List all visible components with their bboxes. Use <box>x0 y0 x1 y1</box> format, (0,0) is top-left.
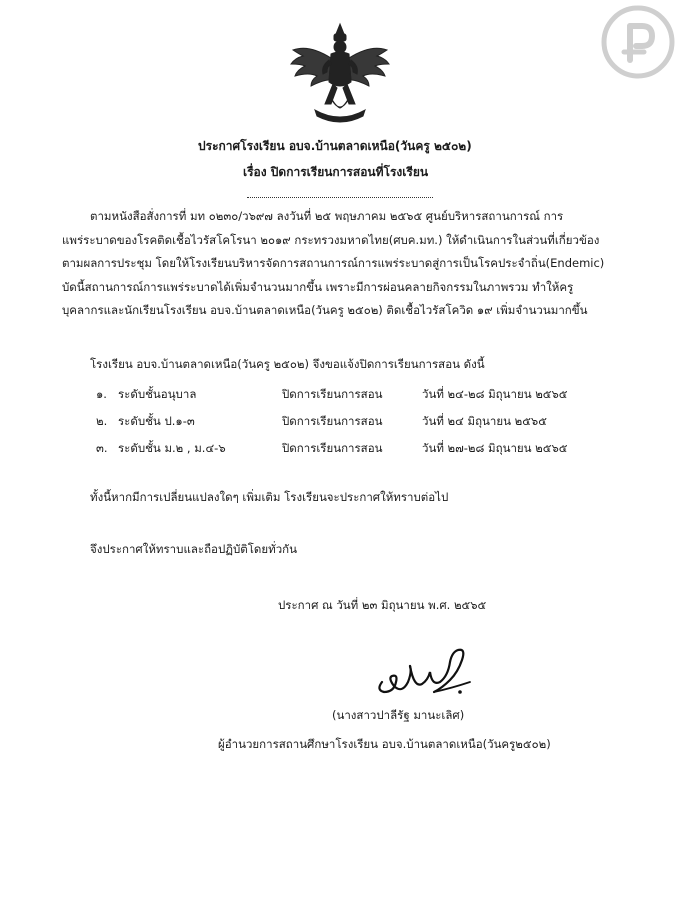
signature-icon <box>372 642 484 704</box>
closure-level: ระดับชั้น ป.๑-๓ <box>118 414 195 428</box>
closure-action: ปิดการเรียนการสอน <box>282 414 383 428</box>
closure-intro: โรงเรียน อบจ.บ้านตลาดเหนือ(วันครู ๒๕๐๒) จึงขอแจ้งปิดการเรียนการสอน ดังนี้ <box>90 357 485 371</box>
closure-level: ระดับชั้นอนุบาล <box>118 387 197 401</box>
circle-logo-watermark-icon <box>600 4 676 80</box>
closing-statement: จึงประกาศให้ทราบและถือปฏิบัติโดยทั่วกัน <box>90 542 297 556</box>
closure-number: ๑. <box>96 387 107 401</box>
announce-date: ประกาศ ณ วันที่ ๒๓ มิถุนายน พ.ศ. ๒๕๖๕ <box>278 598 487 612</box>
closure-level: ระดับชั้น ม.๒ , ม.๔-๖ <box>118 441 226 455</box>
paragraph-line: แพร่ระบาดของโรคติดเชื้อไวรัสโคโรนา ๒๐๑๙ กระทรวงมหาดไทย(ศบค.มท.) ให้ดำเนินการในส่วนที่เกี่ยวข้อง <box>62 232 600 247</box>
closure-number: ๓. <box>96 441 108 455</box>
paragraph-line: ตามหนังสือสั่งการที่ มท ๐๒๓๐/ว๖๙๗ ลงวันที่ ๒๕ พฤษภาคม ๒๕๖๕ ศูนย์บริหารสถานการณ์ การ <box>90 209 564 223</box>
closure-number: ๒. <box>96 414 108 428</box>
closure-action: ปิดการเรียนการสอน <box>282 387 383 401</box>
paragraph-line: บัดนี้สถานการณ์การแพร่ระบาดได้เพิ่มจำนวนมากขึ้น เพราะมีการผ่อนคลายกิจกรรมในภาพรวม ทำให้ครู <box>62 279 574 294</box>
garuda-emblem-icon <box>285 20 395 130</box>
closure-date: วันที่ ๒๗-๒๘ มิถุนายน ๒๕๖๕ <box>422 441 568 455</box>
paragraph-line: ตามผลการประชุม โดยให้โรงเรียนบริหารจัดการสถานการณ์การแพร่ระบาดสู่การเป็นโรคประจำถิ่น(Endemic) <box>62 256 605 270</box>
title-divider <box>247 197 433 198</box>
closure-date: วันที่ ๒๔ มิถุนายน ๒๕๖๕ <box>422 414 547 428</box>
announcement-title: ประกาศโรงเรียน อบจ.บ้านตลาดเหนือ(วันครู ๒๕๐๒) <box>198 139 472 153</box>
signer-position: ผู้อำนวยการสถานศึกษาโรงเรียน อบจ.บ้านตลาดเหนือ(วันครู๒๕๐๒) <box>218 737 551 751</box>
announcement-subject: เรื่อง ปิดการเรียนการสอนที่โรงเรียน <box>243 165 429 179</box>
paragraph-background <box>62 205 662 323</box>
closure-action: ปิดการเรียนการสอน <box>282 441 383 455</box>
paragraph-line: บุคลากรและนักเรียนโรงเรียน อบจ.บ้านตลาดเหนือ(วันครู ๒๕๐๒) ติดเชื้อไวรัสโควิด ๑๙ เพิ่มจำนวนมากขึ้น <box>62 303 588 317</box>
signer-name: (นางสาวปาลีรัฐ มานะเลิศ) <box>332 708 465 722</box>
change-note: ทั้งนี้หากมีการเปลี่ยนแปลงใดๆ เพิ่มเติม โรงเรียนจะประกาศให้ทราบต่อไป <box>90 490 449 504</box>
closure-date: วันที่ ๒๔-๒๘ มิถุนายน ๒๕๖๕ <box>422 387 568 401</box>
